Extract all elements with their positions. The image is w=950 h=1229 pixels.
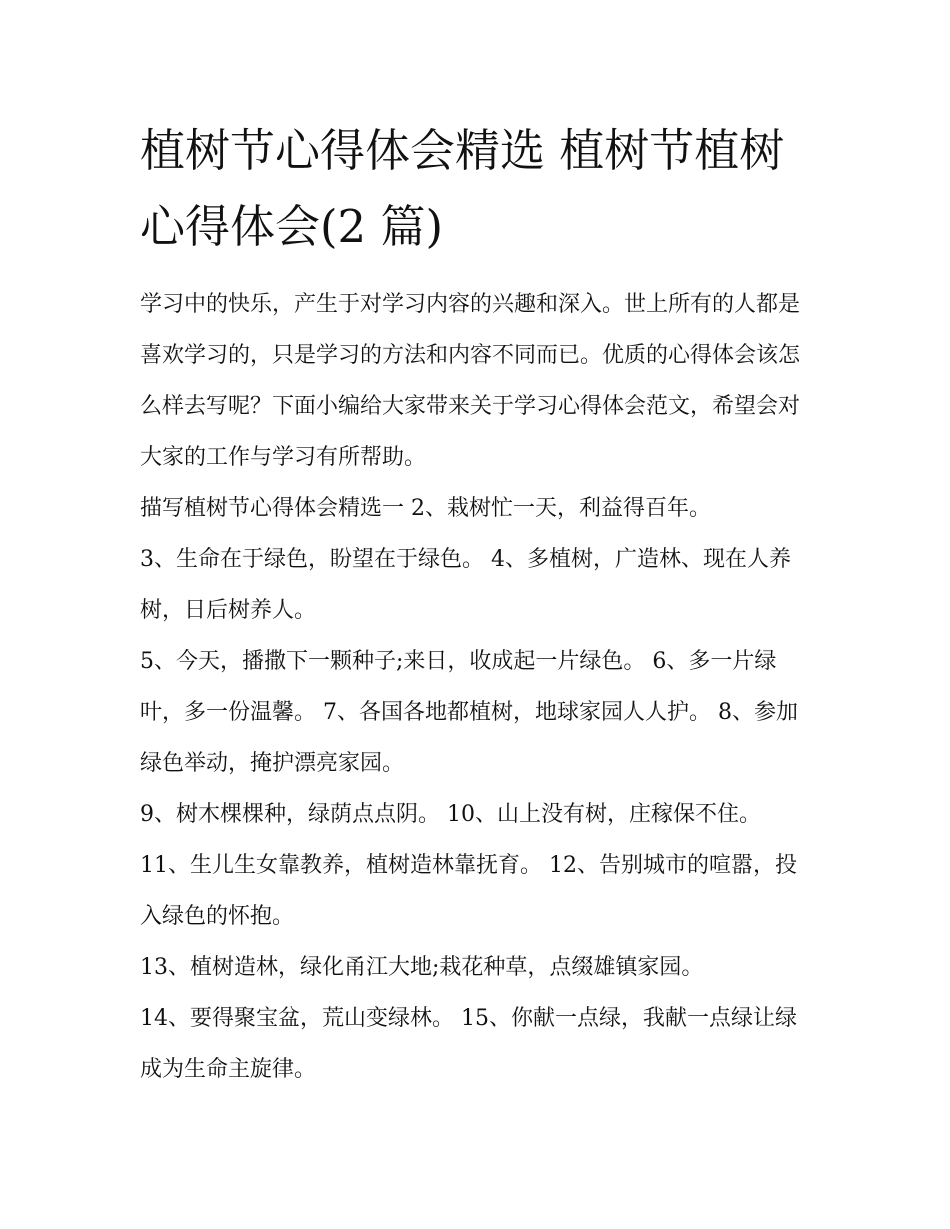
document-title: 植树节心得体会精选 植树节植树心得体会(2 篇) (140, 124, 785, 253)
body-paragraph: 9、树木棵棵种，绿荫点点阴。 10、山上没有树，庄稼保不住。 11、生儿生女靠教养，植树造林靠抚育。 12、告别城市的喧嚣，投入绿色的怀抱。 (140, 802, 797, 929)
document-page (140, 113, 812, 1095)
body-paragraph: 13、植树造林，绿化甬江大地;栽花种草，点缀雄镇家园。 (140, 955, 704, 980)
body-paragraph: 描写植树节心得体会精选一 2、栽树忙一天，利益得百年。 (140, 496, 711, 521)
body-paragraph: 3、生命在于绿色，盼望在于绿色。 4、多植树，广造林、现在人养树，日后树养人。 (140, 547, 791, 623)
body-paragraph: 14、要得聚宝盆，荒山变绿林。 15、你献一点绿，我献一点绿让绿成为生命主旋律。 (140, 1006, 797, 1082)
intro-paragraph: 学习中的快乐，产生于对学习内容的兴趣和深入。世上所有的人都是喜欢学习的，只是学习的方法和内容不同而已。优质的心得体会该怎么样去写呢？下面小编给大家带来关于学习心得体会范文，希望会对大家的工作与学习有所帮助。 (140, 292, 801, 470)
body-paragraph: 5、今天，播撒下一颗种子;来日，收成起一片绿色。 6、多一片绿叶，多一份温馨。 7、各国各地都植树，地球家园人人护。 8、参加绿色举动，掩护漂亮家园。 (140, 649, 798, 776)
